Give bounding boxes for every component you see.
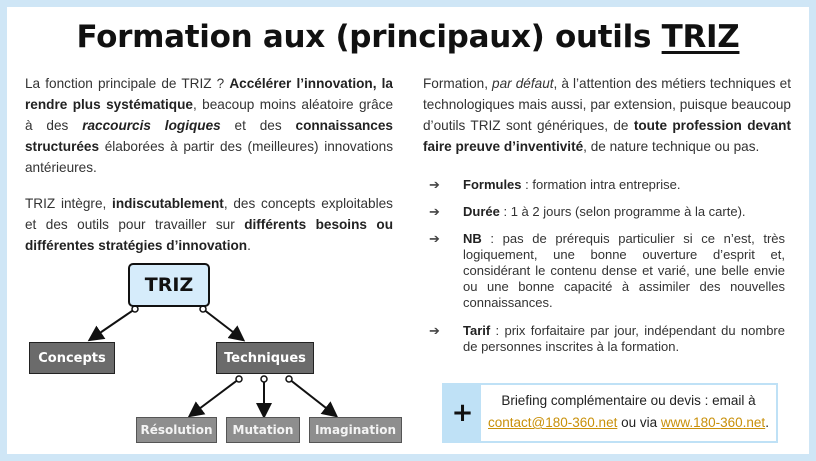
diagram-root-triz: TRIZ xyxy=(128,263,210,307)
arrow-right-icon: ➔ xyxy=(429,323,440,338)
page: Formation aux (principaux) outils TRIZ La fonction principale de TRIZ ? Accélérer l’innovation, la rendre plus systématique, beacoup moins aléatoire grâce à des raccourcis logiques et des connaissances structurées élaborées à partir des (meilleures) innovations antérieures. TRIZ intègre, indiscutablement, des concepts exploitables et des outils pour travailler sur différents besoins ou différentes stratégies d’innovation. Formation, par défaut, à l’attention des métiers techniques et technologiques mais aussi, par extension, puisque beaucoup d’outils TRIZ sont génériques, de toute profession devant faire preuve d’inventivité, de nature technique ou pas. ➔ Formules : formation intra entreprise. ➔ Durée : 1 à 2 jours (selon programme à la carte). ➔ NB : pas de prérequis particulier si ce n’est, très logiquement, une bonne ouverture d’esprit et, considérant le contenu dense et varié, une belle envie ou une bonne capacité à assimiler des nouvelles connaissances. ➔ Tarif : prix forfaitaire par jour, indépendant du nombre de personnes inscrites à la formation. TRIZ Concepts Techniques Résolution Mutation Imagination + Briefing complémentaire ou devis : email à contact@180-360.net ou via www.180-360.net. xyxy=(7,7,809,454)
plus-icon: + xyxy=(444,385,481,441)
title-brand: TRIZ xyxy=(661,19,740,55)
title-text: Formation aux (principaux) outils xyxy=(76,19,662,55)
audience-paragraph: Formation, par défaut, à l’attention des métiers techniques et technologiques mais aussi, par extension, puisque beaucoup d’outils TRIZ sont génériques, de toute profession devant faire preuve d’inventivité, de nature technique ou pas. xyxy=(423,76,792,154)
arrow-right-icon: ➔ xyxy=(429,231,440,246)
integration-paragraph: TRIZ intègre, indiscutablement, des concepts exploitables et des outils pour travailler sur différents besoins ou différentes stratégies d’innovation. xyxy=(25,196,394,253)
edge-techniques-resolution xyxy=(191,379,239,415)
intro-paragraph: La fonction principale de TRIZ ? Accélérer l’innovation, la rendre plus systématique, beacoup moins aléatoire grâce à des raccourcis logiques et des connaissances structurées élaborées à partir des (meilleures) innovations antérieures. xyxy=(25,76,393,175)
diagram-node-techniques: Techniques xyxy=(216,342,314,374)
left-column xyxy=(25,73,393,271)
arrow-right-icon: ➔ xyxy=(429,177,440,192)
diagram-node-imagination: Imagination xyxy=(309,417,402,443)
triz-diagram xyxy=(17,255,417,445)
diagram-node-concepts: Concepts xyxy=(29,342,115,374)
right-column xyxy=(423,73,791,172)
edge-triz-techniques xyxy=(203,309,242,339)
contact-box xyxy=(442,383,778,443)
diagram-node-mutation: Mutation xyxy=(226,417,300,443)
arrow-right-icon: ➔ xyxy=(429,204,440,219)
page-title xyxy=(7,19,809,55)
contact-line: Briefing complémentaire ou devis : email à xyxy=(501,393,756,408)
email-link[interactable]: contact@180-360.net xyxy=(488,415,618,430)
edge-triz-concepts xyxy=(91,309,135,339)
diagram-node-resolution: Résolution xyxy=(136,417,217,443)
edge-techniques-imagination xyxy=(289,379,335,415)
contact-message: Briefing complémentaire ou devis : email à contact@180-360.net ou via www.180-360.net. xyxy=(481,390,776,434)
website-link[interactable]: www.180-360.net xyxy=(660,415,766,430)
